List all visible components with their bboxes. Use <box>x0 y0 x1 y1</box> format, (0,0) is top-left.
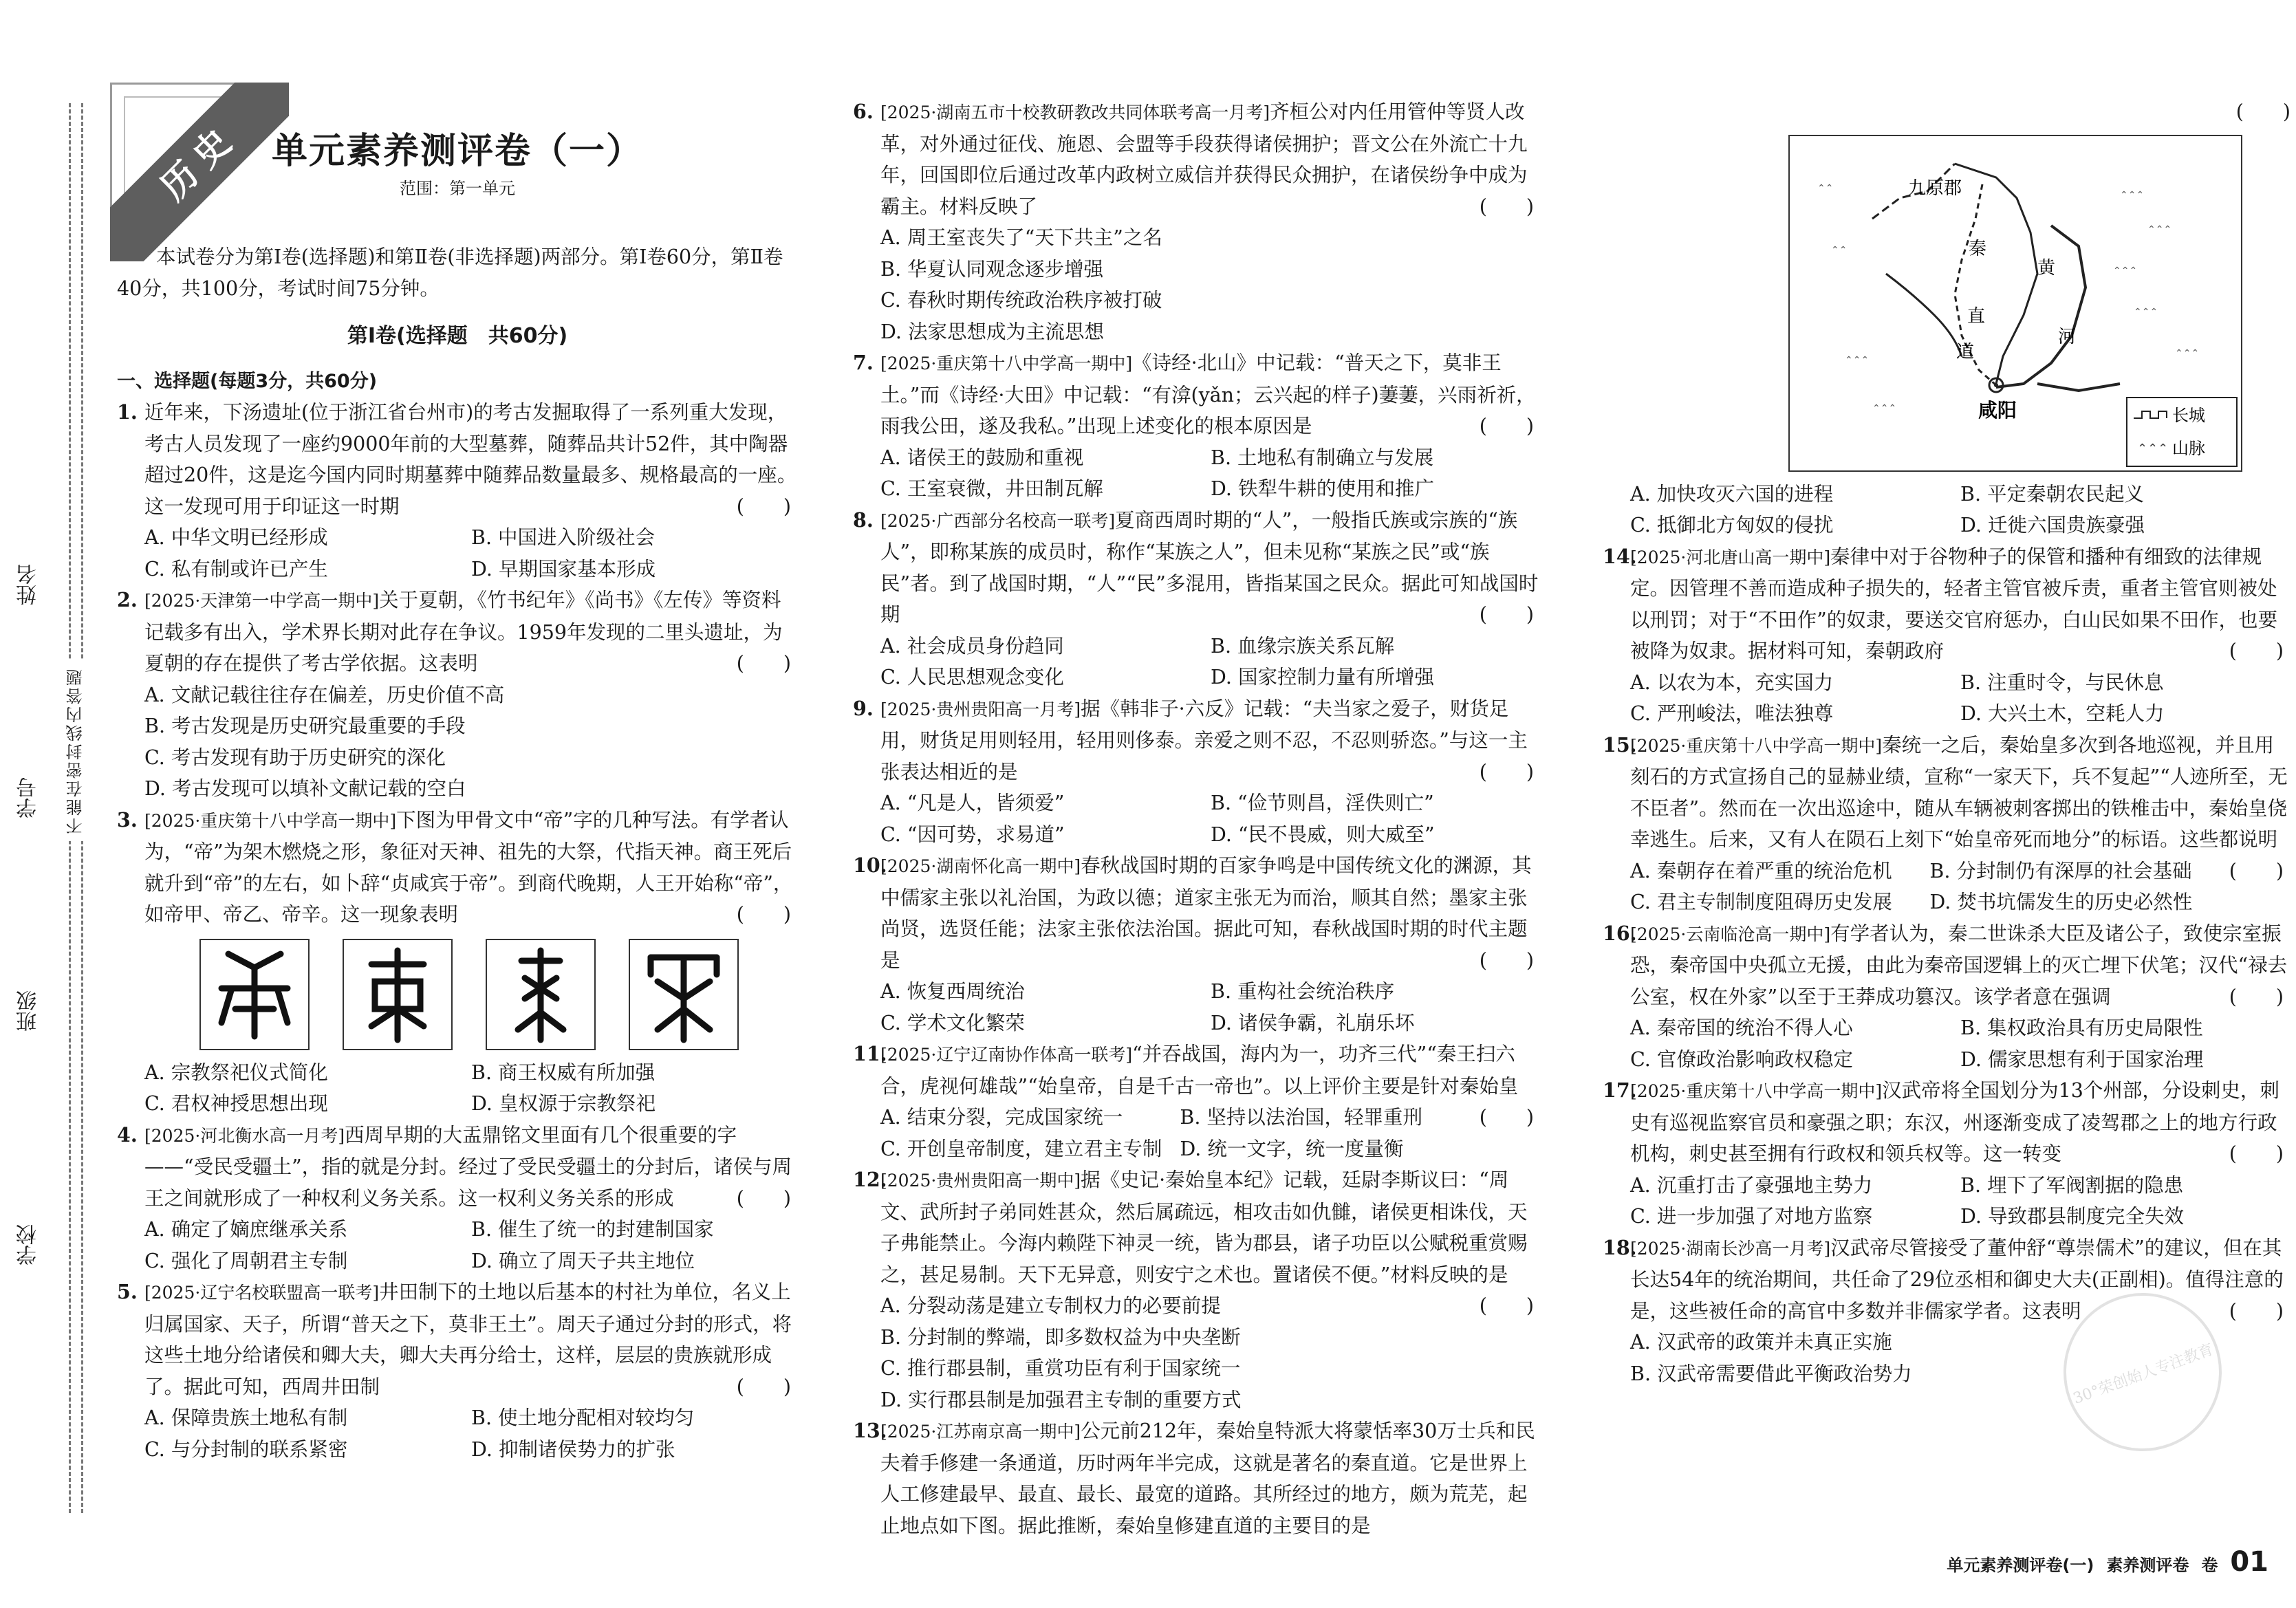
options-6 <box>853 222 1541 347</box>
option[interactable]: C. 强化了周朝君主专制 <box>144 1249 348 1272</box>
svg-text:⌃⌃: ⌃⌃ <box>1831 244 1848 256</box>
option[interactable]: D. 抑制诸侯势力的扩张 <box>471 1437 675 1461</box>
svg-text:⌃⌃⌃: ⌃⌃⌃ <box>2137 441 2169 456</box>
name-field: 姓名 <box>17 564 41 605</box>
option[interactable]: D. 实行郡县制是加强君主专制的重要方式 <box>880 1388 1242 1411</box>
option[interactable]: C. 与分封制的联系紧密 <box>144 1437 348 1461</box>
option[interactable]: B. 催生了统一的封建制国家 <box>471 1218 714 1241</box>
option[interactable]: B. 重构社会统治秩序 <box>1211 980 1395 1003</box>
option[interactable]: A. “凡是人，皆须爱” <box>880 792 1065 814</box>
option[interactable]: C. 私有制或许已产生 <box>144 557 328 580</box>
option[interactable]: D. 确立了周天子共主地位 <box>471 1249 695 1272</box>
option[interactable]: A. 秦朝存在着严重的统治危机 <box>1630 859 1892 882</box>
option[interactable]: A. 诸侯王的鼓励和重视 <box>880 446 1084 469</box>
option[interactable]: A. 确定了嫡庶继承关系 <box>144 1218 348 1241</box>
options-14 <box>1603 667 2290 730</box>
option[interactable]: B. 注重时令，与民休息 <box>1960 671 2164 694</box>
options-16 <box>1603 1012 2290 1075</box>
options-5 <box>117 1402 798 1465</box>
map-label-xianyang: 咸阳 <box>1978 398 2017 422</box>
option[interactable]: B. 土地私有制确立与发展 <box>1211 446 1434 469</box>
page-footer <box>1947 1546 2268 1578</box>
option[interactable]: B. 分封制仍有深厚的社会基础 <box>1929 859 2192 882</box>
question-18: 18. [2025·湖南长沙高一月考]汉武帝尽管接受了董仲舒“尊崇儒术”的建议，但在其长达54年的统治期间，共任命了29位丞相和御史大夫(正副相)。值得注意的是，这些被任命的高官中多数并非儒家学者。这表明 ( ) <box>1603 1235 2284 1323</box>
option[interactable]: B. 使土地分配相对较均匀 <box>471 1406 695 1429</box>
options-8 <box>853 631 1541 693</box>
option[interactable]: B. 中国进入阶级社会 <box>471 526 656 549</box>
option[interactable]: C. “因可势，求易道” <box>880 823 1065 846</box>
oracle-glyph-image <box>343 939 453 1050</box>
question-8: 8. [2025·广西部分名校高一联考]夏商西周时期的“人”，一般指氏族或宗族的“族人”，即称某族的成员时，称作“某族之人”，但未见称“某族之民”或“族民”者。到了战国时期，“人”“民”多混用，皆指某国之民众。据此可知战国时期 ( ) <box>853 508 1539 626</box>
option[interactable]: C. 进一步加强了对地方监察 <box>1630 1205 1873 1228</box>
option[interactable]: A. 秦帝国的统治不得人心 <box>1630 1017 1853 1039</box>
options-1 <box>117 522 798 585</box>
binding-strip <box>0 0 103 1608</box>
option[interactable]: A. 文献记载往往存在偏差，历史价值不高 <box>144 683 505 706</box>
question-14: 14. [2025·河北唐山高一期中]秦律中对于谷物种子的保管和播种有细致的法律规定。因管理不善而造成种子损失的，轻者主管官被斥责，重者主管官则被处以刑罚；对于“不田作”的奴隶，要送交官府惩办，白山民如果不田作，也要被降为奴隶。据材料可知，秦朝政府 ( ) <box>1603 544 2284 662</box>
option[interactable]: D. 考古发现可以填补文献记载的空白 <box>144 777 466 800</box>
intro-text: 本试卷分为第Ⅰ卷(选择题)和第Ⅱ卷(非选择题)两部分。第Ⅰ卷60分，第Ⅱ卷40分，共100分，考试时间75分钟。 <box>117 246 783 300</box>
map-label-dao: 道 <box>1956 341 1975 362</box>
option[interactable]: C. 学术文化繁荣 <box>880 1011 1025 1034</box>
scope-line: 范围：第一单元 <box>400 178 515 198</box>
option[interactable]: B. 分封制的弊端，即多数权益为中央垄断 <box>880 1325 1241 1349</box>
oracle-glyph-image <box>629 939 739 1050</box>
option[interactable]: A. 宗教祭祀仪式简化 <box>144 1061 328 1084</box>
oracle-glyph-row <box>117 939 798 1050</box>
question-1: 1. 近年来，下汤遗址(位于浙江省台州市)的考古发掘取得了一系列重大发现，考古人员发现了一座约9000年前的大型墓葬，随葬品共计52件，其中陶器超过20件，这是迄今国内同时期墓葬中随葬品数量最多、规格最高的一座。这一发现可用于印证这一时期 ( ) <box>117 400 797 518</box>
svg-text:⌃⌃⌃: ⌃⌃⌃ <box>2175 347 2200 359</box>
option[interactable]: A. 结束分裂，完成国家统一 <box>880 1106 1123 1129</box>
option[interactable]: C. 抵御北方匈奴的侵扰 <box>1630 514 1834 536</box>
option[interactable]: B. 埋下了军阀割据的隐患 <box>1960 1173 2184 1197</box>
option[interactable]: C. 王室衰微，井田制瓦解 <box>880 477 1103 500</box>
question-13: 13. [2025·江苏南京高一期中]公元前212年，秦始皇特派大将蒙恬率30万士兵和民夫着手修建一条通道，历时两年半完成，这就是著名的秦直道。它是世界上人工修建最早、最直、最长、最宽的道路。其所经过的地方，颇为荒芜，起止地点如下图。据此推断，秦始皇修建直道的主要目的是 <box>853 1419 1535 1537</box>
question-15: 15. [2025·重庆第十八中学高一期中]秦统一之后，秦始皇多次到各地巡视，并且用刻石的方式宣扬自己的显赫业绩，宣称“一家天下，兵不复起”“人迹所至，无不臣者”。然而在一次出巡途中，随从车辆被刺客掷出的铁椎击中，秦始皇侥幸逃生。后来，又有人在陨石上刻下“始皇帝死而地分”的标语。这些都说明 ( ) <box>1603 732 2288 882</box>
map-label-he: 河 <box>2058 326 2077 347</box>
map-label-huang: 黄 <box>2037 257 2056 279</box>
question-13-paren: ( ) <box>2235 100 2290 123</box>
qin-road-map <box>1788 135 2242 472</box>
watermark-seal: 30°荣创始人专注教育 <box>2042 1271 2244 1474</box>
options-10 <box>853 976 1541 1039</box>
option[interactable]: D. 导致郡县制度完全失效 <box>1960 1205 2184 1228</box>
option[interactable]: C. 推行郡县制，重赏功臣有利于国家统一 <box>880 1357 1241 1380</box>
options-4 <box>117 1214 798 1276</box>
option[interactable]: B. 集权政治具有历史局限性 <box>1960 1017 2203 1039</box>
column-2 <box>853 96 1541 1541</box>
map-label-qin: 秦 <box>1969 238 1987 259</box>
option[interactable]: C. 官僚政治影响政权稳定 <box>1630 1047 1853 1071</box>
column-3 <box>1603 96 2290 1389</box>
subject-label: 历史 <box>110 83 289 261</box>
svg-text:⌃⌃: ⌃⌃ <box>1817 182 1834 194</box>
option[interactable]: B. 华夏认同观念逐步增强 <box>880 257 1104 281</box>
number-field: 学号 <box>17 777 41 818</box>
question-16: 16. [2025·云南临沧高一期中]有学者认为，秦二世诛杀大臣及诸公子，致使宗室振恐，秦帝国中央孤立无援，由此为秦帝国逻辑上的灭亡埋下伏笔；汉代“禄去公室，权在外家”以至于王莽成功篡汉。该学者意在强调 ( ) <box>1603 921 2288 1008</box>
class-field: 班级 <box>17 990 41 1032</box>
option[interactable]: A. 沉重打击了豪强地主势力 <box>1630 1173 1873 1197</box>
map-label-jiuyuan: 九原郡 <box>1908 177 1962 199</box>
option[interactable]: D. 铁犁牛耕的使用和推广 <box>1211 477 1434 500</box>
part-heading: 一、选择题(每题3分，共60分) <box>117 370 378 392</box>
question-9: 9. [2025·贵州贵阳高一月考]据《韩非子·六反》记载：“夫当家之爱子，财货足用，财货足用则轻用，轻用则侈泰。亲爱之则不忍，不忍则骄恣。”与这一主张表达相近的是 ( ) <box>853 696 1534 783</box>
options-13 <box>1603 479 2290 541</box>
options-17 <box>1603 1170 2290 1232</box>
options-15 <box>1603 856 2229 918</box>
option[interactable]: C. 春秋时期传统政治秩序被打破 <box>880 289 1162 312</box>
options-9 <box>853 787 1541 850</box>
oracle-glyph-image <box>199 939 310 1050</box>
option[interactable]: D. 早期国家基本形成 <box>471 557 656 580</box>
question-2: 2. [2025·天津第一中学高一期中]关于夏朝，《竹书纪年》《尚书》《左传》等资料记载多有出入，学术界长期对此存在争议。1959年发现的二里头遗址，为夏朝的存在提供了考古学依据。这表明 ( ) <box>117 588 791 675</box>
options-11 <box>853 1102 1480 1164</box>
option[interactable]: C. 君主专制制度阻碍历史发展 <box>1630 891 1892 913</box>
option[interactable]: D. 国家控制力量有所增强 <box>1211 666 1434 688</box>
option[interactable]: C. 严刑峻法，唯法独尊 <box>1630 702 1834 725</box>
question-10: 10. [2025·湖南怀化高一期中]春秋战国时期的百家争鸣是中国传统文化的渊源，其中儒家主张以礼治国，为政以德；道家主张无为而治，顺其自然；墨家主张尚贤，选贤任能；法家主张依法治国。据此可知，春秋战国时期的时代主题是 ( ) <box>853 854 1534 972</box>
footer-book: 单元素养测评卷(一) <box>1947 1556 2094 1575</box>
option[interactable]: B. 血缘宗族关系瓦解 <box>1211 634 1395 658</box>
svg-text:⌃⌃⌃: ⌃⌃⌃ <box>2134 306 2158 318</box>
option[interactable]: D. 儒家思想有利于国家治理 <box>1960 1047 2204 1071</box>
option[interactable]: B. “俭节则昌，淫佚则亡” <box>1211 792 1434 814</box>
option[interactable]: D. “民不畏威，则大威至” <box>1211 823 1435 846</box>
option[interactable]: A. 加快攻灭六国的进程 <box>1630 482 1834 506</box>
option[interactable]: A. 分裂动荡是建立专制权力的必要前提 <box>880 1294 1221 1317</box>
question-5: 5. [2025·辽宁名校联盟高一联考]井田制下的土地以后基本的村社为单位，名义上归属国家、天子，所谓“普天之下，莫非王土”。周天子通过分封的形式，将这些土地分给诸侯和卿大夫，卿大夫再分给士，这样，层层的贵族就形成了。据此可知，西周井田制 ( ) <box>117 1280 792 1398</box>
option[interactable]: C. 考古发现有助于历史研究的深化 <box>144 746 446 769</box>
footer-series: 素养测评卷 <box>2106 1556 2189 1575</box>
option[interactable]: D. 大兴土木，空耗人力 <box>1960 702 2165 725</box>
school-field: 学校 <box>17 1224 41 1265</box>
option[interactable]: C. 君权神授思想出现 <box>144 1092 328 1115</box>
options-2 <box>117 680 798 805</box>
seal-notice: 不能在密封线内答题 <box>63 660 88 841</box>
option[interactable]: D. 法家思想成为主流思想 <box>880 320 1104 343</box>
option[interactable]: A. 中华文明已经形成 <box>144 526 328 549</box>
oracle-glyph-image <box>486 939 596 1050</box>
option[interactable]: D. 焚书坑儒发生的历史必然性 <box>1929 891 2193 913</box>
section-heading: 第Ⅰ卷(选择题 共60分) <box>347 324 568 348</box>
map-drawing <box>1790 136 2241 470</box>
question-6: 6. [2025·湖南五市十校教研教改共同体联考高一月考]齐桓公对内任用管仲等贤人改革，对外通过征伐、施恩、会盟等手段获得诸侯拥护；晋文公在外流亡十九年，回国即位后通过改革内政树立威信并获得民众拥护，在诸侯纷争中成为霸主。材料反映了 ( ) <box>853 100 1534 218</box>
footer-juan: 卷 <box>2201 1556 2218 1575</box>
question-11: 11. [2025·辽宁辽南协作体高一联考]“并吞战国，海内为一，功齐三代”“秦王扫六合，虎视何雄哉”“始皇帝，自是千古一帝也”。以上评价主要是针对秦始皇 ( ) <box>853 1042 1534 1129</box>
option[interactable]: A. 周王室丧失了“天下共主”之名 <box>880 226 1162 249</box>
svg-text:⌃⌃⌃: ⌃⌃⌃ <box>1845 354 1870 366</box>
option[interactable]: C. 开创皇帝制度，建立君主专制 <box>880 1137 1162 1160</box>
options-7 <box>853 442 1541 505</box>
option[interactable]: D. 迁徙六国贵族豪强 <box>1960 514 2145 536</box>
option[interactable]: B. 商王权威有所加强 <box>471 1061 656 1084</box>
svg-text:⌃⌃⌃: ⌃⌃⌃ <box>2120 189 2145 201</box>
option[interactable]: B. 汉武帝需要借此平衡政治势力 <box>1630 1362 1912 1385</box>
page-title: 单元素养测评卷（一） <box>271 131 643 172</box>
options-3 <box>117 1057 798 1120</box>
option[interactable]: A. 社会成员身份趋同 <box>880 634 1064 658</box>
question-17: 17. [2025·重庆第十八中学高一期中]汉武帝将全国划分为13个州部，分设刺史，刺史有巡视监察官员和豪强之职；东汉，州逐渐变成了凌驾郡之上的地方行政机构，刺史甚至拥有行政权和领兵权等。这一转变 ( ) <box>1603 1078 2284 1165</box>
column-1 <box>117 96 798 1465</box>
option[interactable]: B. 平定秦朝农民起义 <box>1960 482 2145 506</box>
svg-text:⌃⌃⌃: ⌃⌃⌃ <box>2113 265 2138 276</box>
question-12: 12. [2025·贵州贵阳高一期中]据《史记·秦始皇本纪》记载，廷尉李斯议曰：“周文、武所封子弟同姓甚众，然后属疏远，相攻击如仇雠，诸侯更相诛伐，天子弗能禁止。今海内赖陛下神灵一统，皆为郡县，诸子功臣以公赋税重赏赐之，甚足易制。天下无异意，则安宁之术也。置诸侯不便。”材料反映的是 ( ) <box>853 1168 1534 1317</box>
options-12 <box>853 1290 1480 1415</box>
option[interactable]: A. 汉武帝的政策并未真正实施 <box>1630 1331 1892 1354</box>
option[interactable]: D. 皇权源于宗教祭祀 <box>471 1092 656 1115</box>
question-4: 4. [2025·河北衡水高一月考]西周早期的大盂鼎铭文里面有几个很重要的字——“受民受疆土”，指的就是分封。经过了受民受疆土的分封后，诸侯与周王之间就形成了一种权利义务关系。这一权利义务关系的形成 ( ) <box>117 1122 792 1210</box>
option[interactable]: C. 人民思想观念变化 <box>880 666 1064 688</box>
option[interactable]: A. 恢复西周统治 <box>880 980 1025 1003</box>
legend-mountain: 山脉 <box>2172 438 2205 458</box>
legend-wall: 长城 <box>2172 405 2205 425</box>
option[interactable]: D. 诸侯争霸，礼崩乐坏 <box>1211 1011 1415 1034</box>
option[interactable]: D. 统一文字，统一度量衡 <box>1180 1137 1404 1160</box>
option[interactable]: A. 以农为本，充实国力 <box>1630 671 1834 694</box>
question-7: 7. [2025·重庆第十八中学高一期中]《诗经·北山》中记载：“普天之下，莫非王土。”而《诗经·大田》中记载：“有渰(yǎn；云兴起的样子)萋萋，兴雨祈祈，雨我公田，遂及我私。”出现上述变化的根本原因是 ( ) <box>853 351 1536 437</box>
page-number: 01 <box>2230 1546 2268 1578</box>
map-label-zhi: 直 <box>1967 305 1986 327</box>
question-3: 3. [2025·重庆第十八中学高一期中]下图为甲骨文中“帝”字的几种写法。有学者认为，“帝”为架木燃烧之形，象征对天神、祖先的大祭，代指天神。商王死后就升到“帝”的左右，如卜辞“贞咸宾于帝”。到商代晚期，人王开始称“帝”，如帝甲、帝乙、帝辛。这一现象表明 ( ) <box>117 807 793 926</box>
option[interactable]: A. 保障贵族土地私有制 <box>144 1406 348 1429</box>
option[interactable]: B. 考古发现是历史研究最重要的手段 <box>144 715 466 737</box>
svg-text:⌃⌃⌃: ⌃⌃⌃ <box>2147 224 2172 235</box>
svg-text:⌃⌃⌃: ⌃⌃⌃ <box>1872 402 1897 414</box>
option[interactable]: B. 坚持以法治国，轻罪重刑 <box>1180 1106 1422 1129</box>
